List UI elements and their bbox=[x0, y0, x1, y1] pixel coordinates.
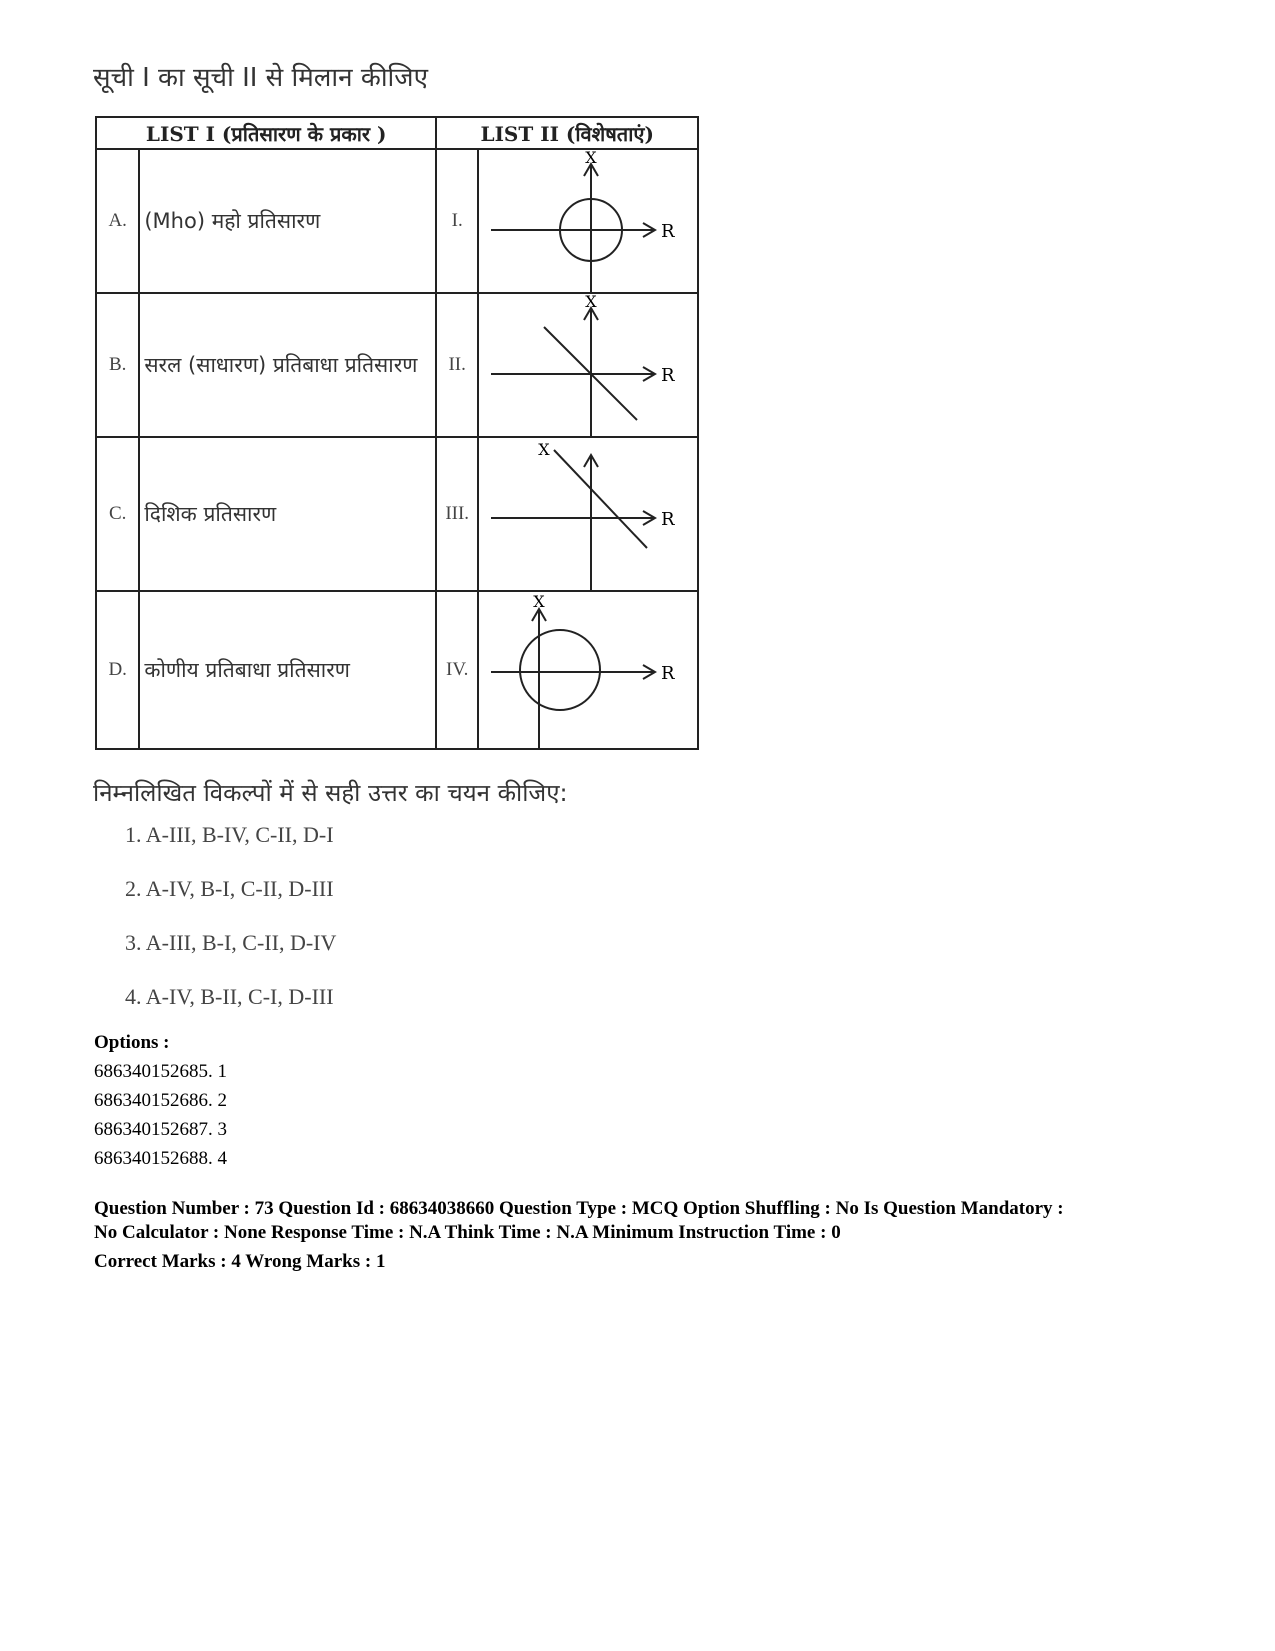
list1-item: दिशिक प्रतिसारण bbox=[139, 437, 436, 591]
r-axis-label: R bbox=[660, 509, 675, 530]
list1-header: LIST I (प्रतिसारण के प्रकार ) bbox=[96, 117, 436, 149]
row-letter: B. bbox=[96, 293, 139, 437]
question-meta-line-2: No Calculator : None Response Time : N.A Think Time : N.A Minimum Instruction Time : 0 bbox=[94, 1222, 841, 1243]
table-header-row bbox=[96, 117, 698, 149]
option-item: 686340152686. 2 bbox=[94, 1090, 227, 1111]
characteristic-graph-2 bbox=[478, 293, 698, 437]
row-numeral: I. bbox=[436, 149, 478, 293]
answer-choice: 4. A-IV, B-II, C-I, D-III bbox=[125, 984, 334, 1009]
question-title: सूची I का सूची II से मिलान कीजिए bbox=[93, 63, 428, 93]
row-numeral: II. bbox=[436, 293, 478, 437]
answer-choice: 1. A-III, B-IV, C-II, D-I bbox=[125, 822, 334, 847]
option-item: 686340152687. 3 bbox=[94, 1119, 227, 1140]
list1-item: सरल (साधारण) प्रतिबाधा प्रतिसारण bbox=[139, 293, 436, 437]
characteristic-graph-1 bbox=[478, 149, 698, 293]
list2-header: LIST II (विशेषताएं) bbox=[436, 117, 698, 149]
matching-table bbox=[95, 116, 699, 750]
row-letter: D. bbox=[96, 591, 139, 749]
row-letter: C. bbox=[96, 437, 139, 591]
instruction-text: निम्नलिखित विकल्पों में से सही उत्तर का चयन कीजिए: bbox=[93, 779, 568, 807]
table-row bbox=[96, 591, 698, 749]
x-axis-label: X bbox=[538, 440, 550, 459]
characteristic-graph-4 bbox=[478, 591, 698, 749]
r-axis-label: R bbox=[660, 365, 675, 386]
row-numeral: IV. bbox=[436, 591, 478, 749]
row-numeral: III. bbox=[436, 437, 478, 591]
table-row bbox=[96, 149, 698, 293]
r-axis-label: R bbox=[660, 221, 675, 242]
list1-item: (Mho) महो प्रतिसारण bbox=[139, 149, 436, 293]
characteristic-graph-3 bbox=[478, 437, 698, 591]
marks-line: Correct Marks : 4 Wrong Marks : 1 bbox=[94, 1251, 386, 1272]
list1-item: कोणीय प्रतिबाधा प्रतिसारण bbox=[139, 591, 436, 749]
table-row bbox=[96, 293, 698, 437]
option-item: 686340152688. 4 bbox=[94, 1148, 227, 1169]
answer-choice: 2. A-IV, B-I, C-II, D-III bbox=[125, 876, 334, 901]
answer-choice: 3. A-III, B-I, C-II, D-IV bbox=[125, 930, 337, 955]
x-axis-label: X bbox=[585, 294, 597, 311]
r-axis-label: R bbox=[660, 663, 675, 684]
table-row bbox=[96, 437, 698, 591]
x-axis-label: X bbox=[585, 150, 597, 167]
option-item: 686340152685. 1 bbox=[94, 1061, 227, 1082]
options-heading: Options : bbox=[94, 1032, 170, 1053]
question-meta-line-1: Question Number : 73 Question Id : 68634038660 Question Type : MCQ Option Shuffling : No Is Question Mandatory : bbox=[94, 1198, 1064, 1219]
row-letter: A. bbox=[96, 149, 139, 293]
x-axis-label: X bbox=[533, 592, 545, 611]
